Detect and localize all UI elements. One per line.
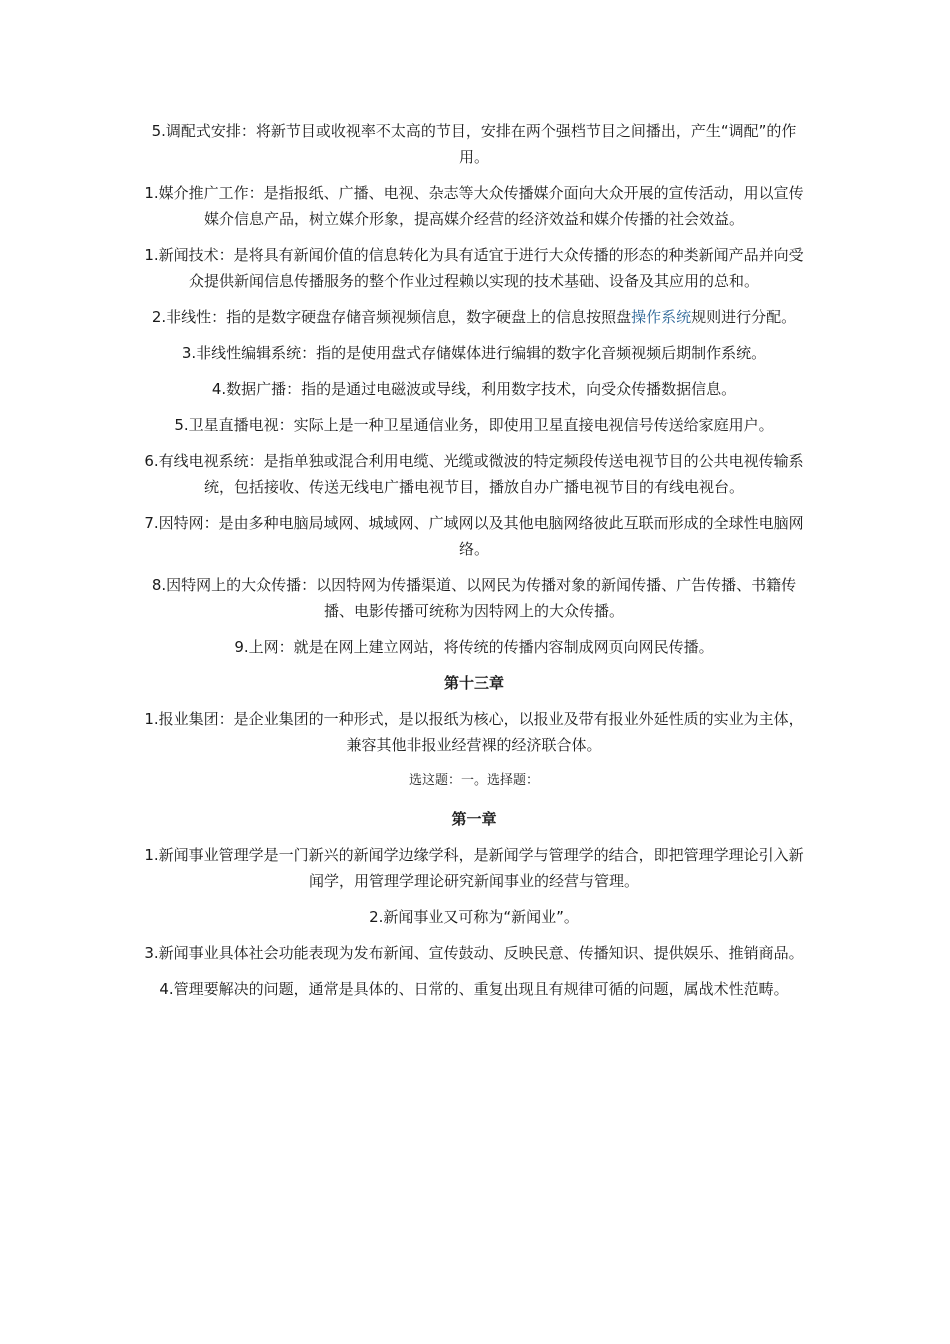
paragraph-newspaper-group: 1.报业集团：是企业集团的一种形式，是以报纸为核心，以报业及带有报业外延性质的实业为主体，兼容其他非报业经营裸的经济联合体。	[144, 710, 804, 754]
section-label-choice-questions: 选这题：一。选择题：	[408, 773, 539, 788]
paragraph-internet-mass-communication: 8.因特网上的大众传播：以因特网为传播渠道、以网民为传播对象的新闻传播、广告传播、书籍传播、电影传播可统称为因特网上的大众传播。	[151, 576, 797, 620]
paragraph-nonlinear-editing: 3.非线性编辑系统：指的是使用盘式存储媒体进行编辑的数字化音频视频后期制作系统。	[181, 344, 767, 362]
document-page	[140, 118, 808, 1012]
chapter-13-heading: 第十三章	[443, 674, 504, 692]
chapter-1-heading: 第一章	[451, 810, 497, 828]
paragraph-nonlinear-text-after: 规则进行分配。	[691, 308, 797, 326]
paragraph-data-broadcast: 4.数据广播：指的是通过电磁波或导线，利用数字技术，向受众传播数据信息。	[211, 380, 737, 398]
paragraph-scheduling: 5.调配式安排：将新节目或收视率不太高的节目，安排在两个强档节目之间播出，产生“调配”的作用。	[151, 122, 797, 166]
paragraph-satellite-tv: 5.卫星直播电视：实际上是一种卫星通信业务，即使用卫星直接电视信号传送给家庭用户。	[174, 416, 774, 434]
paragraph-internet: 7.因特网：是由多种电脑局域网、城域网、广域网以及其他电脑网络彼此互联而形成的全球性电脑网络。	[144, 514, 804, 558]
paragraph-going-online: 9.上网：就是在网上建立网站，将传统的传播内容制成网页向网民传播。	[234, 638, 714, 656]
operating-system-link[interactable]: 操作系统	[631, 308, 692, 326]
paragraph-media-promotion: 1.媒介推广工作：是指报纸、广播、电视、杂志等大众传播媒介面向大众开展的宣传活动，用以宣传媒介信息产品，树立媒介形象，提高媒介经营的经济效益和媒介传播的社会效益。	[144, 184, 804, 228]
paragraph-management-problems: 4.管理要解决的问题，通常是具体的、日常的、重复出现且有规律可循的问题，属战术性范畴。	[159, 980, 789, 998]
paragraph-nonlinear	[140, 304, 808, 330]
paragraph-social-functions: 3.新闻事业具体社会功能表现为发布新闻、宣传鼓动、反映民意、传播知识、提供娱乐、推销商品。	[144, 944, 804, 962]
paragraph-cable-tv: 6.有线电视系统：是指单独或混合利用电缆、光缆或微波的特定频段传送电视节目的公共电视传输系统，包括接收、传送无线电广播电视节目，播放自办广播电视节目的有线电视台。	[144, 452, 804, 496]
paragraph-news-industry: 2.新闻事业又可称为“新闻业”。	[369, 908, 579, 926]
paragraph-news-technology: 1.新闻技术：是将具有新闻价值的信息转化为具有适宜于进行大众传播的形态的种类新闻产品并向受众提供新闻信息传播服务的整个作业过程赖以实现的技术基础、设备及其应用的总和。	[144, 246, 804, 290]
paragraph-nonlinear-text-before: 2.非线性：指的是数字硬盘存储音频视频信息，数字硬盘上的信息按照盘	[151, 308, 632, 326]
paragraph-management-discipline: 1.新闻事业管理学是一门新兴的新闻学边缘学科，是新闻学与管理学的结合，即把管理学理论引入新闻学，用管理学理论研究新闻事业的经营与管理。	[144, 846, 804, 890]
